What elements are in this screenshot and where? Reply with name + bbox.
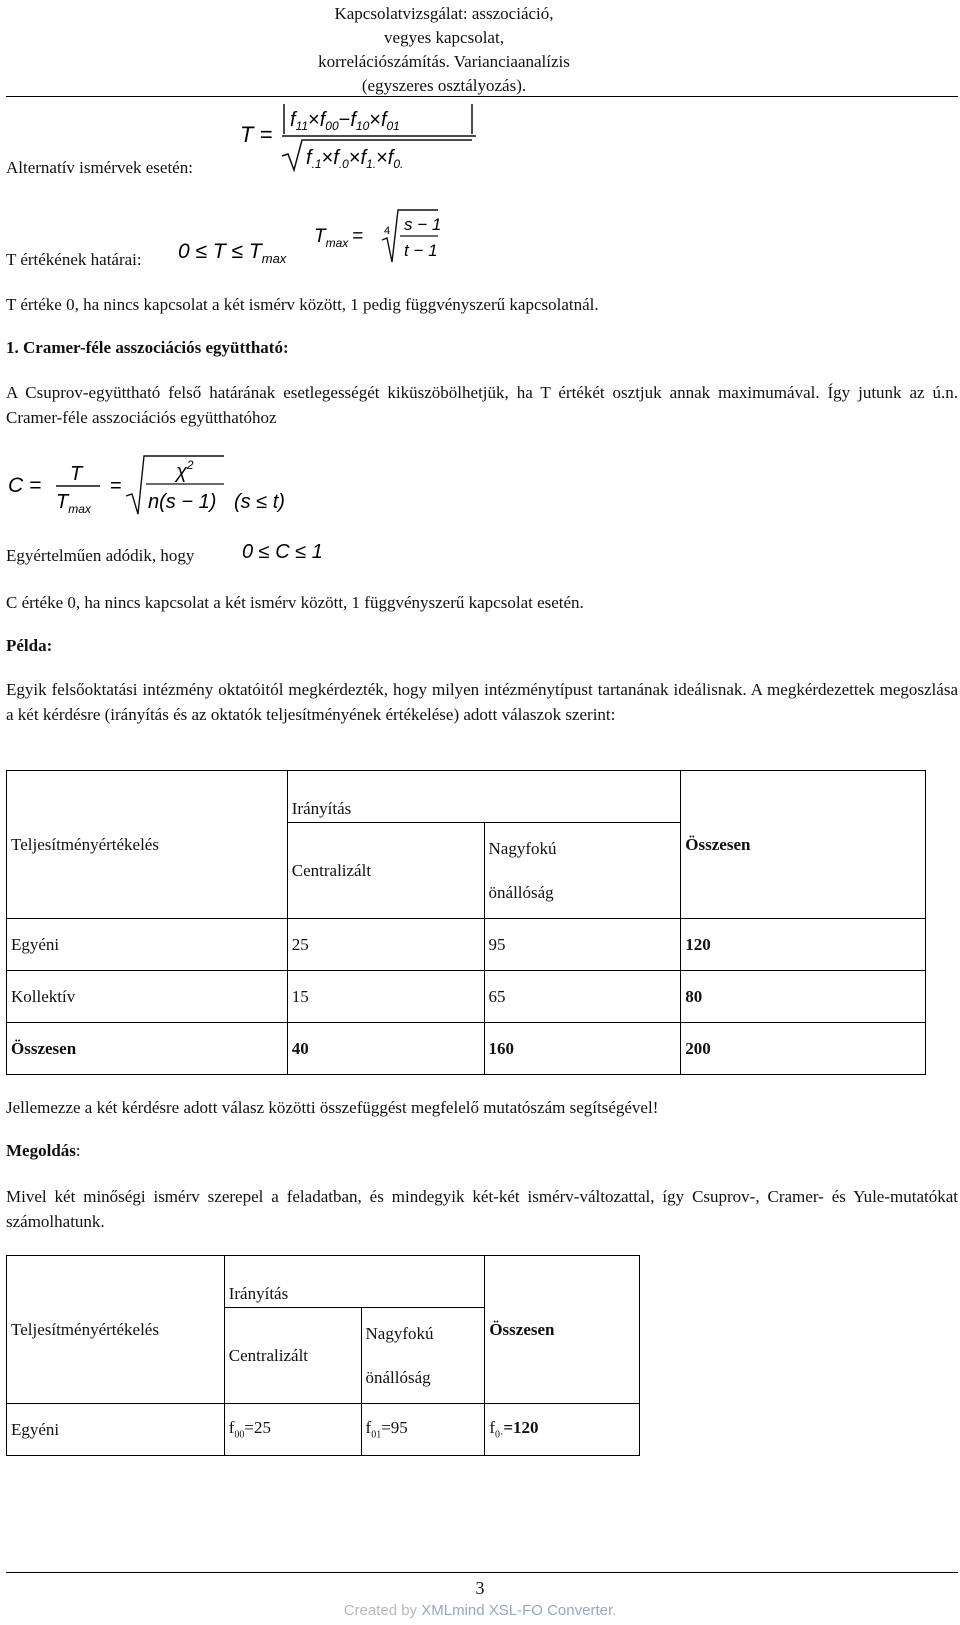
svg-text:s − 1: s − 1 [404, 215, 442, 234]
tschuprow-formula [232, 98, 492, 178]
header-line: korrelációszámítás. Varianciaanalízis [318, 52, 570, 71]
formula-text: T = [240, 122, 273, 147]
c-value-text: C értéke 0, ha nincs kapcsolat a két ismérv között, 1 függvényszerű kapcsolat esetén. [6, 593, 584, 612]
example-paragraph: Egyik felsőoktatási intézmény oktatóitól megkérdezték, hogy milyen intézménytípust tartanának ideálisnak. A megkérdezettek megoszlása a két kérdésre (irányítás és az oktatók teljesítményének értékelése) adott válaszok szerint: [6, 680, 958, 724]
row-header: Teljesítményértékelés [7, 771, 288, 919]
table-row: Egyéni 25 95 120 [7, 919, 926, 971]
svg-text:χ2: $\chi^2$ [176, 458, 194, 483]
frequency-table [6, 1255, 640, 1456]
col-header-centralized: Centralizált [224, 1308, 361, 1404]
svg-text:0 ≤ C ≤ 1: 0 ≤ C ≤ 1 [242, 541, 323, 563]
t-value-text: T értéke 0, ha nincs kapcsolat a két ismérv között, 1 pedig függvényszerű kapcsolatnál. [6, 295, 599, 314]
svg-text:Tmax: $T_{max}$ [56, 491, 91, 516]
question-text: Jellemezze a két kérdésre adott válasz közötti összefüggést megfelelő mutatószám segítségével! [6, 1098, 659, 1117]
contingency-table [6, 770, 926, 1075]
col-group-header: Irányítás [224, 1256, 485, 1308]
table-row: Összesen 40 160 200 [7, 1023, 926, 1075]
svg-text:t − 1: t − 1 [404, 241, 438, 260]
t-limits-label: T értékének határai: [6, 250, 142, 269]
t-limits-formula [176, 204, 446, 274]
svg-text:(s ≤ t): (s ≤ t) [234, 491, 285, 513]
cramer-heading: 1. Cramer-féle asszociációs együttható: [6, 338, 289, 357]
cramer-formula [6, 452, 306, 528]
svg-text:f11×f00−f10×f01: $f_{11}\times f_{00}-f_{10}\times f_{01}$ [290, 109, 400, 133]
svg-text:=: = [110, 475, 122, 497]
table-row: Kollektív 15 65 80 [7, 971, 926, 1023]
converter-watermark: Created by XMLmind XSL-FO Converter. [343, 1602, 617, 1619]
svg-text:4: 4 [384, 225, 391, 237]
page-number: 3 [475, 1578, 485, 1598]
header-line: Kapcsolatvizsgálat: asszociáció, [334, 4, 554, 23]
header-line: vegyes kapcsolat, [384, 28, 504, 47]
col-header-centralized: Centralizált [287, 823, 484, 919]
svg-text:T: T [70, 463, 83, 485]
svg-text:0 ≤ T ≤ Tmax: $0 \le T \le T_{max}$ [178, 240, 287, 266]
total-header: Összesen [681, 771, 926, 919]
example-heading: Példa: [6, 636, 53, 655]
svg-text:n(s − 1): n(s − 1) [148, 491, 217, 513]
col-header-autonomy: Nagyfokú önállóság [484, 823, 681, 919]
row-header: Teljesítményértékelés [7, 1256, 225, 1404]
running-header [264, 2, 624, 98]
header-rule [6, 96, 958, 97]
col-header-autonomy: Nagyfokú önállóság [361, 1308, 485, 1404]
col-group-header: Irányítás [287, 771, 681, 823]
header-line: (egyszeres osztályozás). [361, 76, 527, 95]
solution-paragraph: Mivel két minőségi ismérv szerepel a feladatban, és mindegyik két-két ismérv-változattal, így Csuprov-, Cramer- és Yule-mutatókat számolhatunk. [6, 1187, 958, 1231]
total-header: Összesen [485, 1256, 640, 1404]
footer-rule [6, 1572, 958, 1573]
svg-text:Tmax=: $T_{max}$ = [314, 226, 364, 250]
svg-text:C =: C = [8, 474, 42, 497]
svg-text:f.1×f.0×f1.×f0.: $f_{.1}\times f_{.0}\times f_{1.}\times f_{0.}$ [306, 147, 404, 171]
alt-label: Alternatív ismérvek esetén: [6, 158, 193, 177]
solution-label: Megoldás: [6, 1141, 81, 1160]
table-row: Egyéni $f_{00}=25$ $f_{01}=95$ $f_{0\cdot}=120$ [7, 1404, 640, 1456]
unique-label: Egyértelműen adódik, hogy [6, 546, 195, 565]
cramer-paragraph: A Csuprov-együttható felső határának esetlegességét kiküszöbölhetjük, ha T értékét osztjuk annak maximumával. Így jutunk az ú.n. Cramer-féle asszociációs együtthatóhoz [6, 383, 958, 427]
c-bound-formula [240, 536, 350, 568]
